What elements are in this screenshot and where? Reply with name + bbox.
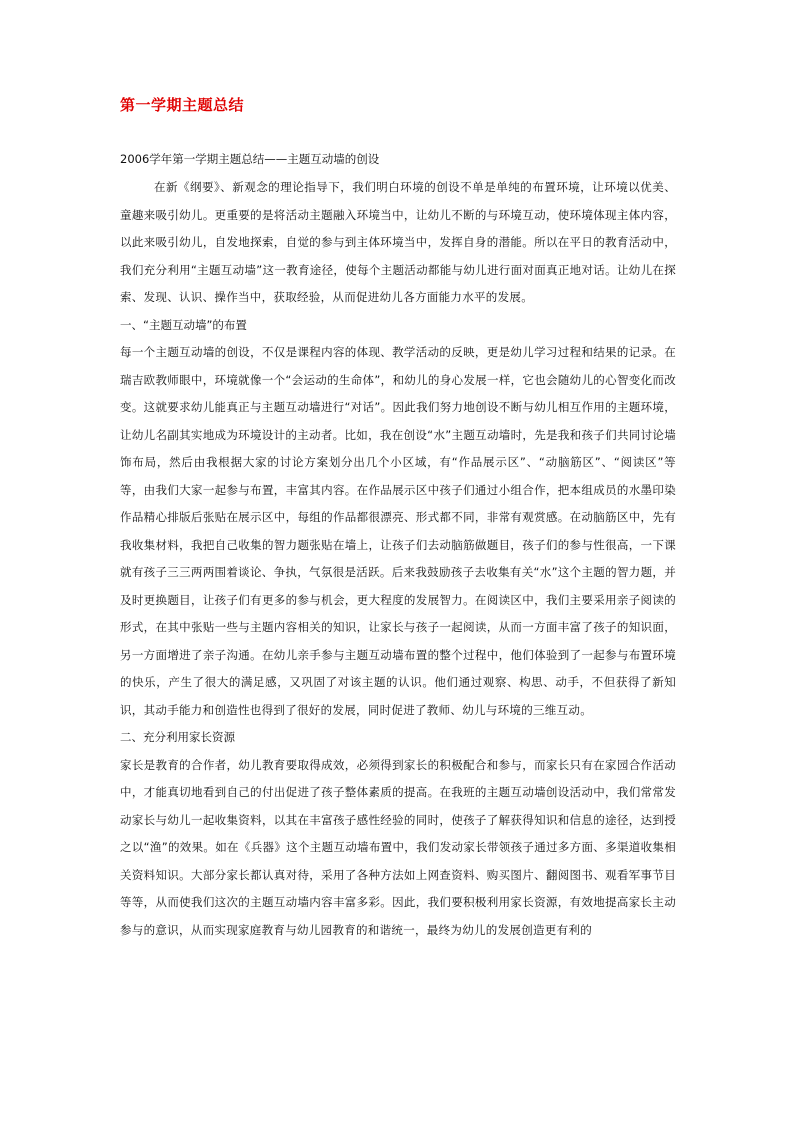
section-heading-parent-resources: 二、充分利用家长资源 — [120, 730, 235, 744]
intro-paragraph: 在新《纲要》、新观念的理论指导下，我们明白环境的创设不单是单纯的布置环境，让环境以优美、童趣来吸引幼儿。更重要的是将活动主题融入环境当中，让幼儿不断的与环境互动，使环境体现主体内容，以此来吸引幼儿，自发地探索，自觉的参与到主体环境当中，发挥自身的潜能。所以在平日的教育活动中，我们充分利用“主题互动墙”这一教育途径，使每个主题活动都能与幼儿进行面对面真正地对话。让幼儿在探索、发现、认识、操作当中，获取经验，从而促进幼儿各方面能力水平的发展。 — [120, 180, 676, 304]
document-subtitle: 2006学年第一学期主题总结——主题互动墙的创设 — [120, 152, 380, 166]
document-title: 第一学期主题总结 — [120, 96, 245, 114]
section-heading-layout: 一、“主题互动墙”的布置 — [120, 317, 247, 332]
section-parent-resources-body: 家长是教育的合作者，幼儿教育要取得成效，必须得到家长的积极配合和参与，而家长只有在家园合作活动中，才能真切地看到自己的付出促进了孩子整体素质的提高。在我班的主题互动墙创设活动中，我们常常发动家长与幼儿一起收集资料，以其在丰富孩子感性经验的同时，使孩子了解获得知识和信息的途径，达到授之以“渔”的效果。如在《兵器》这个主题互动墙布置中，我们发动家长带领孩子通过多方面、多渠道收集相关资料知识。大部分家长都认真对待，采用了各种方法如上网查资料、购买图片、翻阅图书、观看军事节目等等，从而使我们这次的主题互动墙内容丰富多彩。因此，我们要积极利用家长资源，有效地提高家长主动参与的意识，从而实现家庭教育与幼儿园教育的和谐统一，最终为幼儿的发展创造更有利的 — [120, 757, 676, 937]
document-content — [120, 92, 676, 944]
section-layout-body: 每一个主题互动墙的创设，不仅是课程内容的体现、教学活动的反映，更是幼儿学习过程和结果的记录。在瑞吉欧教师眼中，环境就像一个“会运动的生命体”，和幼儿的身心发展一样，它也会随幼儿的心智变化而改变。这就要求幼儿能真正与主题互动墙进行“对话”。因此我们努力地创设不断与幼儿相互作用的主题环境，让幼儿名副其实地成为环境设计的主动者。比如，我在创设“水”主题互动墙时，先是我和孩子们共同讨论墙饰布局，然后由我根据大家的讨论方案划分出几个小区域，有“作品展示区”、“动脑筋区”、“阅读区”等等，由我们大家一起参与布置，丰富其内容。在作品展示区中孩子们通过小组合作，把本组成员的水墨印染作品精心排版后张贴在展示区中，每组的作品都很漂亮、形式都不同，非常有观赏感。在动脑筋区中，先有我收集材料，我把自己收集的智力题张贴在墙上，让孩子们去动脑筋做题目，孩子们的参与性很高，一下课就有孩子三三两两围着谈论、争执，气氛很是活跃。后来我鼓励孩子去收集有关“水”这个主题的智力题，并及时更换题目，让孩子们有更多的参与机会，更大程度的发展智力。在阅读区中，我们主要采用亲子阅读的形式，在其中张贴一些与主题内容相关的知识，让家长与孩子一起阅读，从而一方面丰富了孩子的知识面，另一方面增进了亲子沟通。在幼儿亲手参与主题互动墙布置的整个过程中，他们体验到了一起参与布置环境的快乐，产生了很大的满足感，又巩固了对该主题的认识。他们通过观察、构思、动手，不但获得了新知识，其动手能力和创造性也得到了很好的发展，同时促进了教师、幼儿与环境的三维互动。 — [120, 345, 676, 717]
